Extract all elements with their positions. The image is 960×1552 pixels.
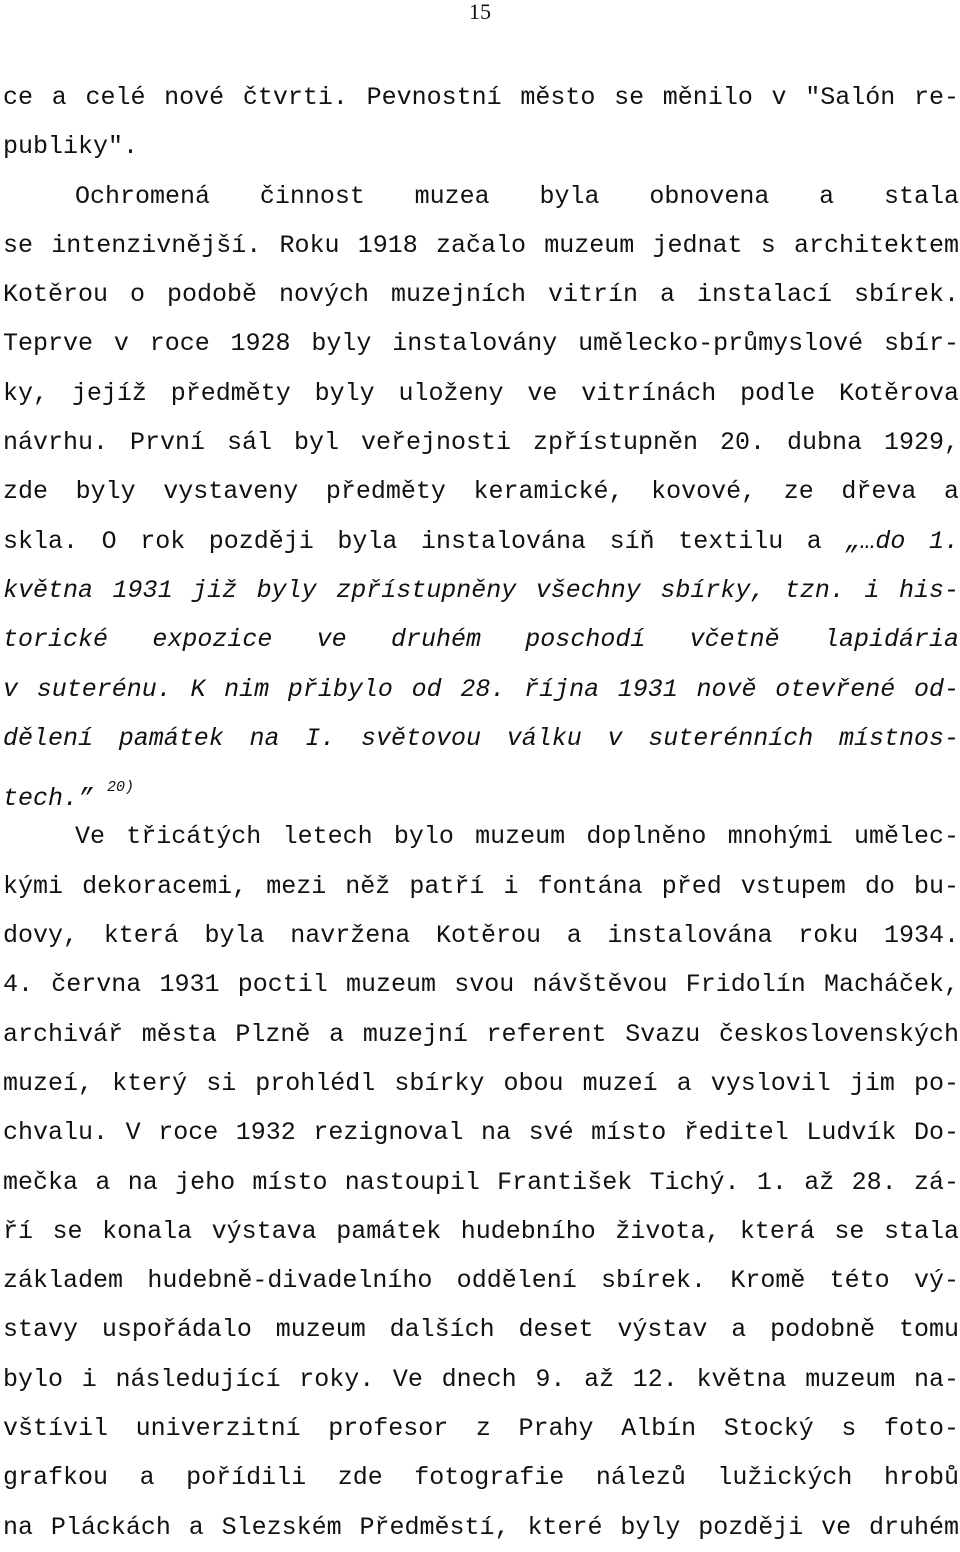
text-line: ce a celé nové čtvrti. Pevnostní město se měnilo v "Salón re- bbox=[3, 83, 959, 112]
text-line: grafkou a pořídili zde fotografie nálezů lužických hrobů bbox=[3, 1463, 959, 1493]
paragraph-first-line: Ve třicátých letech bylo muzeum doplněno mnohými umělec- bbox=[75, 822, 959, 852]
quoted-text-line: v suterénu. K nim přibylo od 28. října 1931 nově otevřené od- bbox=[3, 674, 959, 704]
text-line: zde byly vystaveny předměty keramické, kovové, ze dřeva a bbox=[3, 477, 959, 507]
text-line: archivář města Plzně a muzejní referent Svazu československých bbox=[3, 1019, 959, 1049]
text-line: návrhu. První sál byl veřejnosti zpřístupněn 20. dubna 1929, bbox=[3, 428, 959, 458]
text-line: Teprve v roce 1928 byly instalovány umělecko-průmyslové sbír- bbox=[3, 329, 959, 359]
text-line: publiky". bbox=[3, 132, 139, 162]
text-line: muzeí, který si prohlédl sbírky obou muzeí a vyslovil jim po- bbox=[3, 1068, 959, 1098]
text-line: na Pláckách a Slezském Předměstí, které byly později ve druhém bbox=[3, 1512, 959, 1542]
quote-closing: tech.” bbox=[3, 784, 94, 813]
text-segment: skla. O rok později byla instalována síň textilu a bbox=[3, 526, 846, 556]
paragraph-first-line: Ochromená činnost muzea byla obnovena a stala bbox=[75, 181, 959, 211]
text-line: ky, jejíž předměty byly uloženy ve vitrínách podle Kotěrova bbox=[3, 378, 959, 408]
quoted-text-line: torické expozice ve druhém poschodí včetně lapidária bbox=[3, 625, 959, 655]
text-line: základem hudebně-divadelního oddělení sbírek. Kromě této vý- bbox=[3, 1266, 959, 1296]
text-line: mečka a na jeho místo nastoupil František Tichý. 1. až 28. zá- bbox=[3, 1167, 959, 1197]
text-line: se intenzivnější. Roku 1918 začalo muzeum jednat s architektem bbox=[3, 230, 959, 260]
text-line: chvalu. V roce 1932 rezignoval na své místo ředitel Ludvík Do- bbox=[3, 1118, 959, 1148]
quoted-text-line-end bbox=[3, 763, 959, 812]
quoted-text-line: května 1931 již byly zpřístupněny všechny sbírky, tzn. i his- bbox=[3, 575, 959, 605]
text-line: stavy uspořádalo muzeum dalších deset výstav a podobně tomu bbox=[3, 1315, 959, 1345]
page-number: 15 bbox=[469, 0, 491, 24]
footnote-marker: 20) bbox=[107, 779, 135, 797]
text-line: Kotěrou o podobě nových muzejních vitrín a instalací sbírek. bbox=[3, 280, 959, 310]
text-line-with-quote bbox=[3, 517, 959, 566]
text-line: ří se konala výstava památek hudebního života, která se stala bbox=[3, 1216, 959, 1246]
page-body bbox=[3, 73, 959, 1552]
text-line: kými dekoracemi, mezi něž patří i fontána před vstupem do bu- bbox=[3, 871, 959, 901]
text-line: bylo i následující roky. Ve dnech 9. až 12. května muzeum na- bbox=[3, 1364, 959, 1394]
quote-opening: „…do 1. bbox=[845, 526, 959, 556]
text-line: 4. června 1931 poctil muzeum svou návštěvou Fridolín Macháček, bbox=[3, 970, 959, 1000]
text-line: vštívil univerzitní profesor z Prahy Albín Stocký s foto- bbox=[3, 1414, 959, 1444]
text-line: dovy, která byla navržena Kotěrou a instalována roku 1934. bbox=[3, 921, 959, 951]
quoted-text-line: dělení památek na I. světovou válku v suterénních místnos- bbox=[3, 723, 959, 753]
